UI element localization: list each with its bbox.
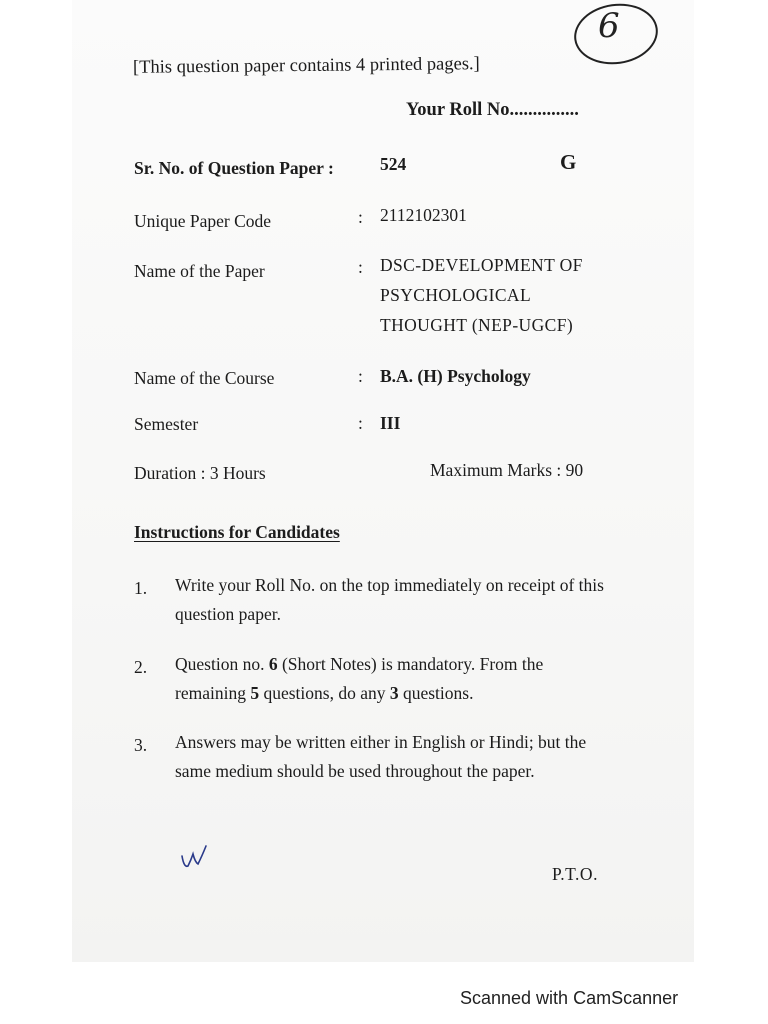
semester-colon: : [358, 413, 363, 433]
paper-name-line-3: THOUGHT (NEP-UGCF) [380, 315, 574, 335]
instruction-2-text: Question no. 6 (Short Notes) is mandatory. From the remaining 5 questions, do any 3 questions. [175, 654, 544, 703]
upc-colon: : [358, 207, 363, 227]
camscanner-watermark: Scanned with CamScanner [460, 988, 679, 1008]
sr-no-label: Sr. No. of Question Paper : [134, 158, 334, 178]
semester-label: Semester [134, 414, 199, 434]
instruction-1-text: Write your Roll No. on the top immediately on receipt of this question paper. [175, 575, 604, 624]
paper-name-label: Name of the Paper [134, 261, 265, 281]
paper-series: G [560, 150, 577, 174]
course-colon: : [358, 366, 363, 386]
paper-name-line-2: PSYCHOLOGICAL [380, 285, 532, 305]
maximum-marks: Maximum Marks : 90 [430, 460, 584, 480]
semester-value: III [380, 413, 401, 433]
handwritten-initials [180, 842, 214, 872]
roll-number-label: Your Roll No............... [406, 100, 579, 120]
printed-pages-note: [This question paper contains 4 printed pages.] [132, 54, 480, 78]
instruction-1-number: 1. [134, 578, 148, 598]
please-turn-over: P.T.O. [552, 864, 598, 884]
instructions-heading: Instructions for Candidates [134, 522, 340, 542]
upc-label: Unique Paper Code [134, 211, 272, 231]
course-value: B.A. (H) Psychology [380, 366, 531, 386]
paper-name-colon: : [358, 257, 363, 277]
duration: Duration : 3 Hours [134, 463, 266, 483]
handwritten-page-mark: 6 [598, 6, 620, 46]
instruction-3-number: 3. [134, 735, 148, 755]
upc-value: 2112102301 [380, 205, 467, 225]
sr-no-value: 524 [380, 154, 407, 174]
paper-name-line-1: DSC-DEVELOPMENT OF [380, 255, 583, 275]
instruction-3-text: Answers may be written either in English or Hindi; but the same medium should be used throughout the paper. [175, 732, 587, 781]
course-label: Name of the Course [134, 368, 275, 388]
instruction-2-number: 2. [134, 657, 148, 677]
